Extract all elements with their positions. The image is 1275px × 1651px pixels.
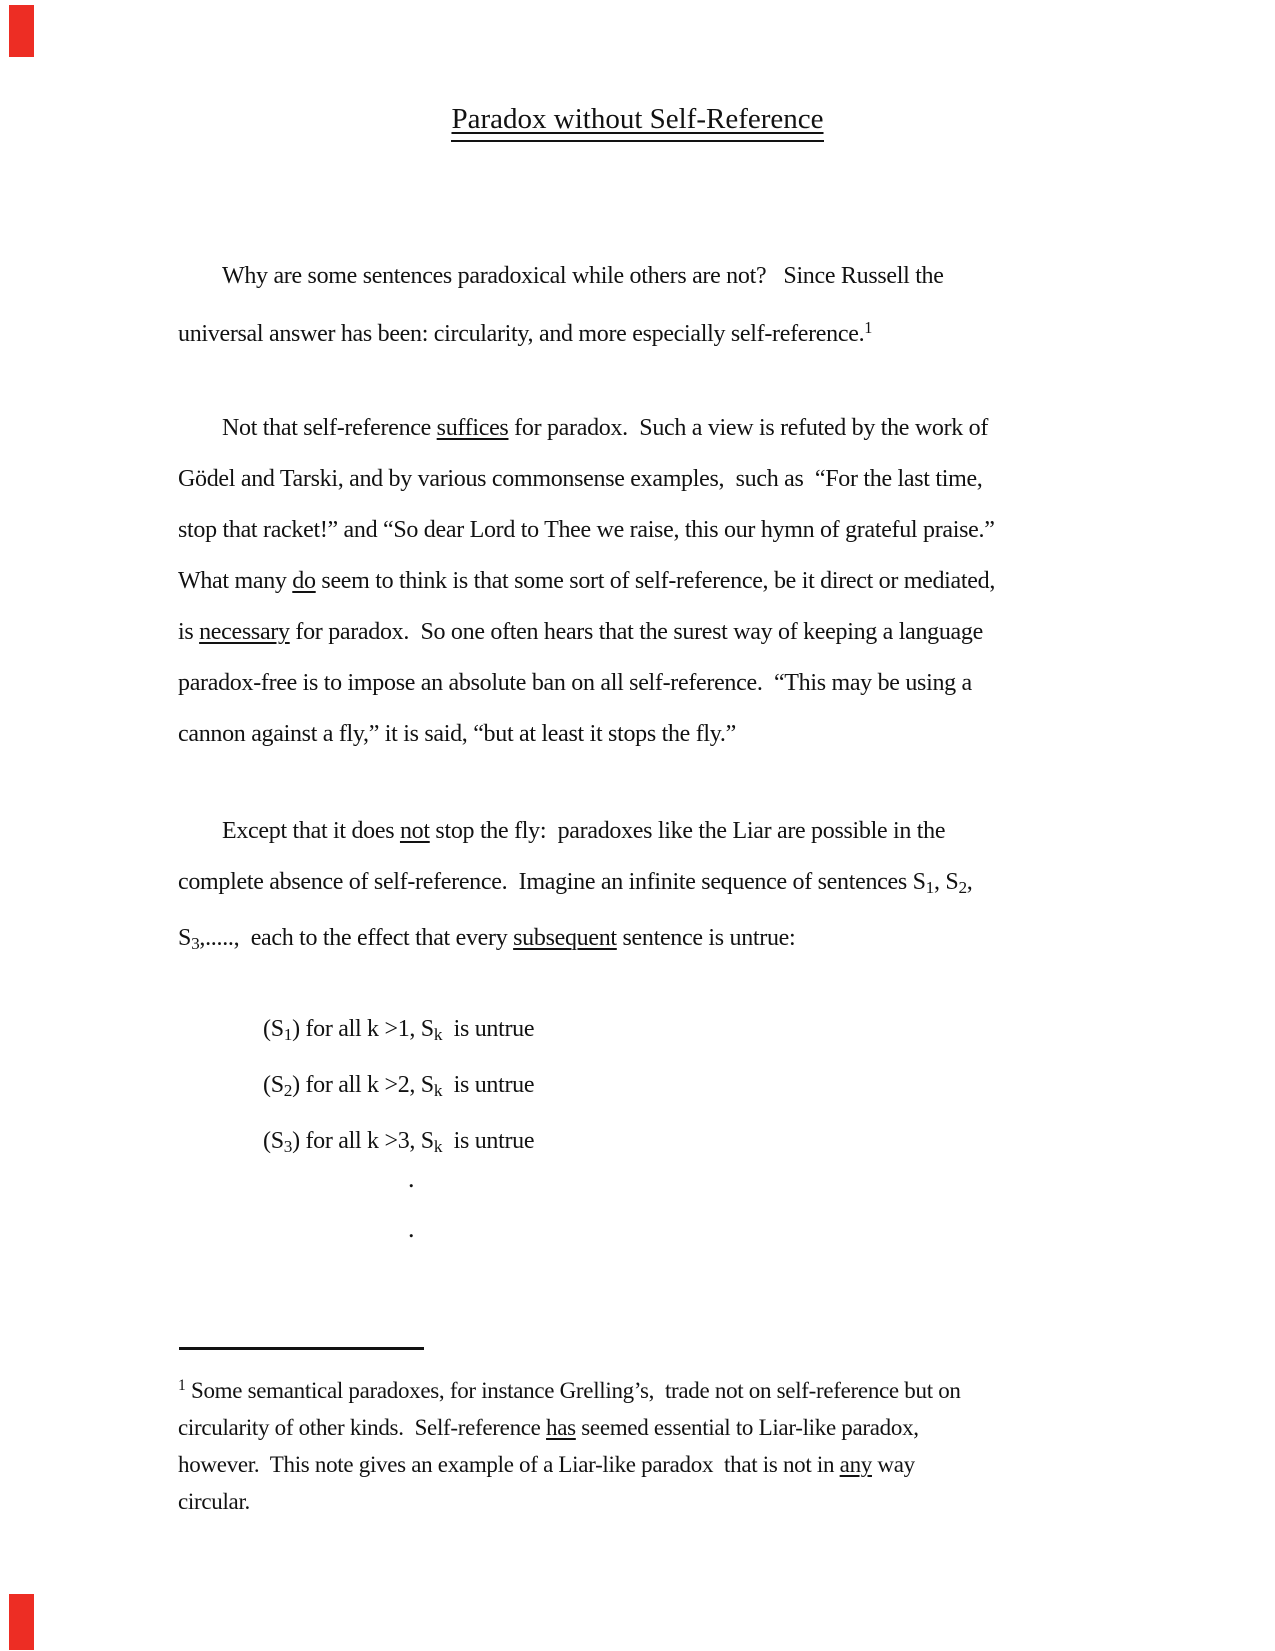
text-segment: however. This note gives an example of a Liar-like paradox that is not in xyxy=(178,1451,840,1477)
text-segment: ) for all k >2, S xyxy=(292,1071,434,1098)
text-segment: stop that racket!” and “So dear Lord to Thee we raise, this our hymn of grateful praise.” xyxy=(178,517,995,543)
text-line xyxy=(178,556,1138,607)
text-segment: complete absence of self-reference. Imagine an infinite sequence of sentences S xyxy=(178,869,926,895)
text-segment: ) for all k >3, S xyxy=(292,1127,434,1154)
text-segment: 1 xyxy=(864,318,873,337)
text-line xyxy=(178,1483,1138,1520)
text-line xyxy=(178,806,1138,857)
text-segment: k xyxy=(433,1024,443,1044)
vertical-ellipsis xyxy=(408,1154,415,1254)
text-segment: What many xyxy=(178,568,293,594)
text-segment: circular. xyxy=(178,1488,251,1514)
text-line xyxy=(178,1446,1138,1483)
text-line xyxy=(178,302,1138,360)
text-segment: is untrue xyxy=(442,1071,535,1098)
text-segment: 1 xyxy=(925,877,934,897)
text-segment: . xyxy=(408,1164,415,1193)
text-segment: for paradox. So one often hears that the surest way of keeping a language xyxy=(289,619,983,645)
text-segment: ,....., each to the effect that every xyxy=(199,924,514,951)
text-segment: 2 xyxy=(958,877,967,897)
text-segment: Some semantical paradoxes, for instance Grelling’s, trade not on self-reference but on xyxy=(185,1377,961,1403)
text-segment: stop the fly: paradoxes like the Liar are possible in the xyxy=(429,818,946,844)
text-line xyxy=(178,403,1138,454)
text-segment: S xyxy=(178,924,192,951)
text-segment: is untrue xyxy=(442,1127,535,1154)
text-line xyxy=(408,1204,415,1254)
text-segment: 1 xyxy=(283,1024,293,1044)
text-line xyxy=(263,1116,534,1172)
text-segment: Not that self-reference xyxy=(222,415,437,441)
text-segment: seemed essential to Liar-like paradox, xyxy=(575,1414,919,1440)
text-line xyxy=(408,1154,415,1204)
paragraph-not-suffices xyxy=(178,403,1138,760)
text-segment: sentence is untrue: xyxy=(616,924,796,951)
text-line xyxy=(178,1367,1138,1409)
text-segment: is untrue xyxy=(442,1016,535,1042)
red-annotation-mark-bottom-left xyxy=(9,1594,34,1650)
text-line xyxy=(178,251,1138,302)
underlined-text: subsequent xyxy=(513,924,617,951)
footnote-separator-rule xyxy=(179,1347,424,1350)
text-segment: k xyxy=(433,1080,443,1100)
underlined-text: necessary xyxy=(199,619,290,645)
text-segment: (S xyxy=(263,1016,284,1042)
text-segment: 1 xyxy=(178,1377,186,1394)
red-annotation-mark-top-left xyxy=(9,5,34,57)
text-line xyxy=(263,1060,534,1116)
text-line xyxy=(263,1004,534,1060)
text-line xyxy=(178,857,1138,913)
text-segment: circularity of other kinds. Self-reference xyxy=(178,1414,547,1440)
text-segment: way xyxy=(871,1451,915,1477)
text-line xyxy=(178,607,1138,658)
text-segment: for paradox. Such a view is refuted by the work of xyxy=(508,415,989,441)
text-segment: , xyxy=(966,869,973,895)
underlined-text: has xyxy=(546,1414,576,1440)
text-segment: , S xyxy=(933,869,959,895)
text-line xyxy=(178,454,1138,505)
text-line xyxy=(178,658,1138,709)
text-segment: cannon against a fly,” it is said, “but at least it stops the fly.” xyxy=(178,721,736,747)
underlined-text: suffices xyxy=(436,415,509,441)
sentence-sequence-list xyxy=(263,1004,534,1171)
text-line xyxy=(178,1409,1138,1446)
text-segment: is xyxy=(178,619,200,645)
text-segment: Except that it does xyxy=(222,818,400,844)
underlined-text: any xyxy=(839,1451,872,1477)
text-segment: seem to think is that some sort of self-reference, be it direct or mediated, xyxy=(315,568,996,594)
text-line xyxy=(178,505,1138,556)
text-segment: paradox-free is to impose an absolute ban on all self-reference. “This may be using a xyxy=(178,670,972,696)
footnote-text xyxy=(178,1367,1138,1520)
text-segment: 3 xyxy=(191,933,200,953)
text-segment: ) for all k >1, S xyxy=(292,1016,434,1042)
text-segment: 2 xyxy=(283,1080,293,1100)
text-segment: Gödel and Tarski, and by various commonsense examples, such as “For the last time, xyxy=(178,466,983,492)
page-title-row xyxy=(0,103,1275,142)
text-line xyxy=(178,913,1138,969)
paragraph-intro xyxy=(178,251,1138,360)
text-segment: universal answer has been: circularity, and more especially self-reference. xyxy=(178,321,865,348)
text-segment: k xyxy=(433,1136,443,1156)
text-segment: (S xyxy=(263,1127,284,1154)
text-segment: Why are some sentences paradoxical while others are not? Since Russell the xyxy=(222,263,944,289)
underlined-text: do xyxy=(292,568,316,594)
text-line xyxy=(178,709,1138,760)
page-title: Paradox without Self-Reference xyxy=(451,103,823,142)
text-segment: . xyxy=(408,1214,415,1243)
paragraph-except xyxy=(178,806,1138,969)
text-segment: 3 xyxy=(283,1136,293,1156)
text-segment: (S xyxy=(263,1071,284,1098)
underlined-text: not xyxy=(399,818,430,844)
